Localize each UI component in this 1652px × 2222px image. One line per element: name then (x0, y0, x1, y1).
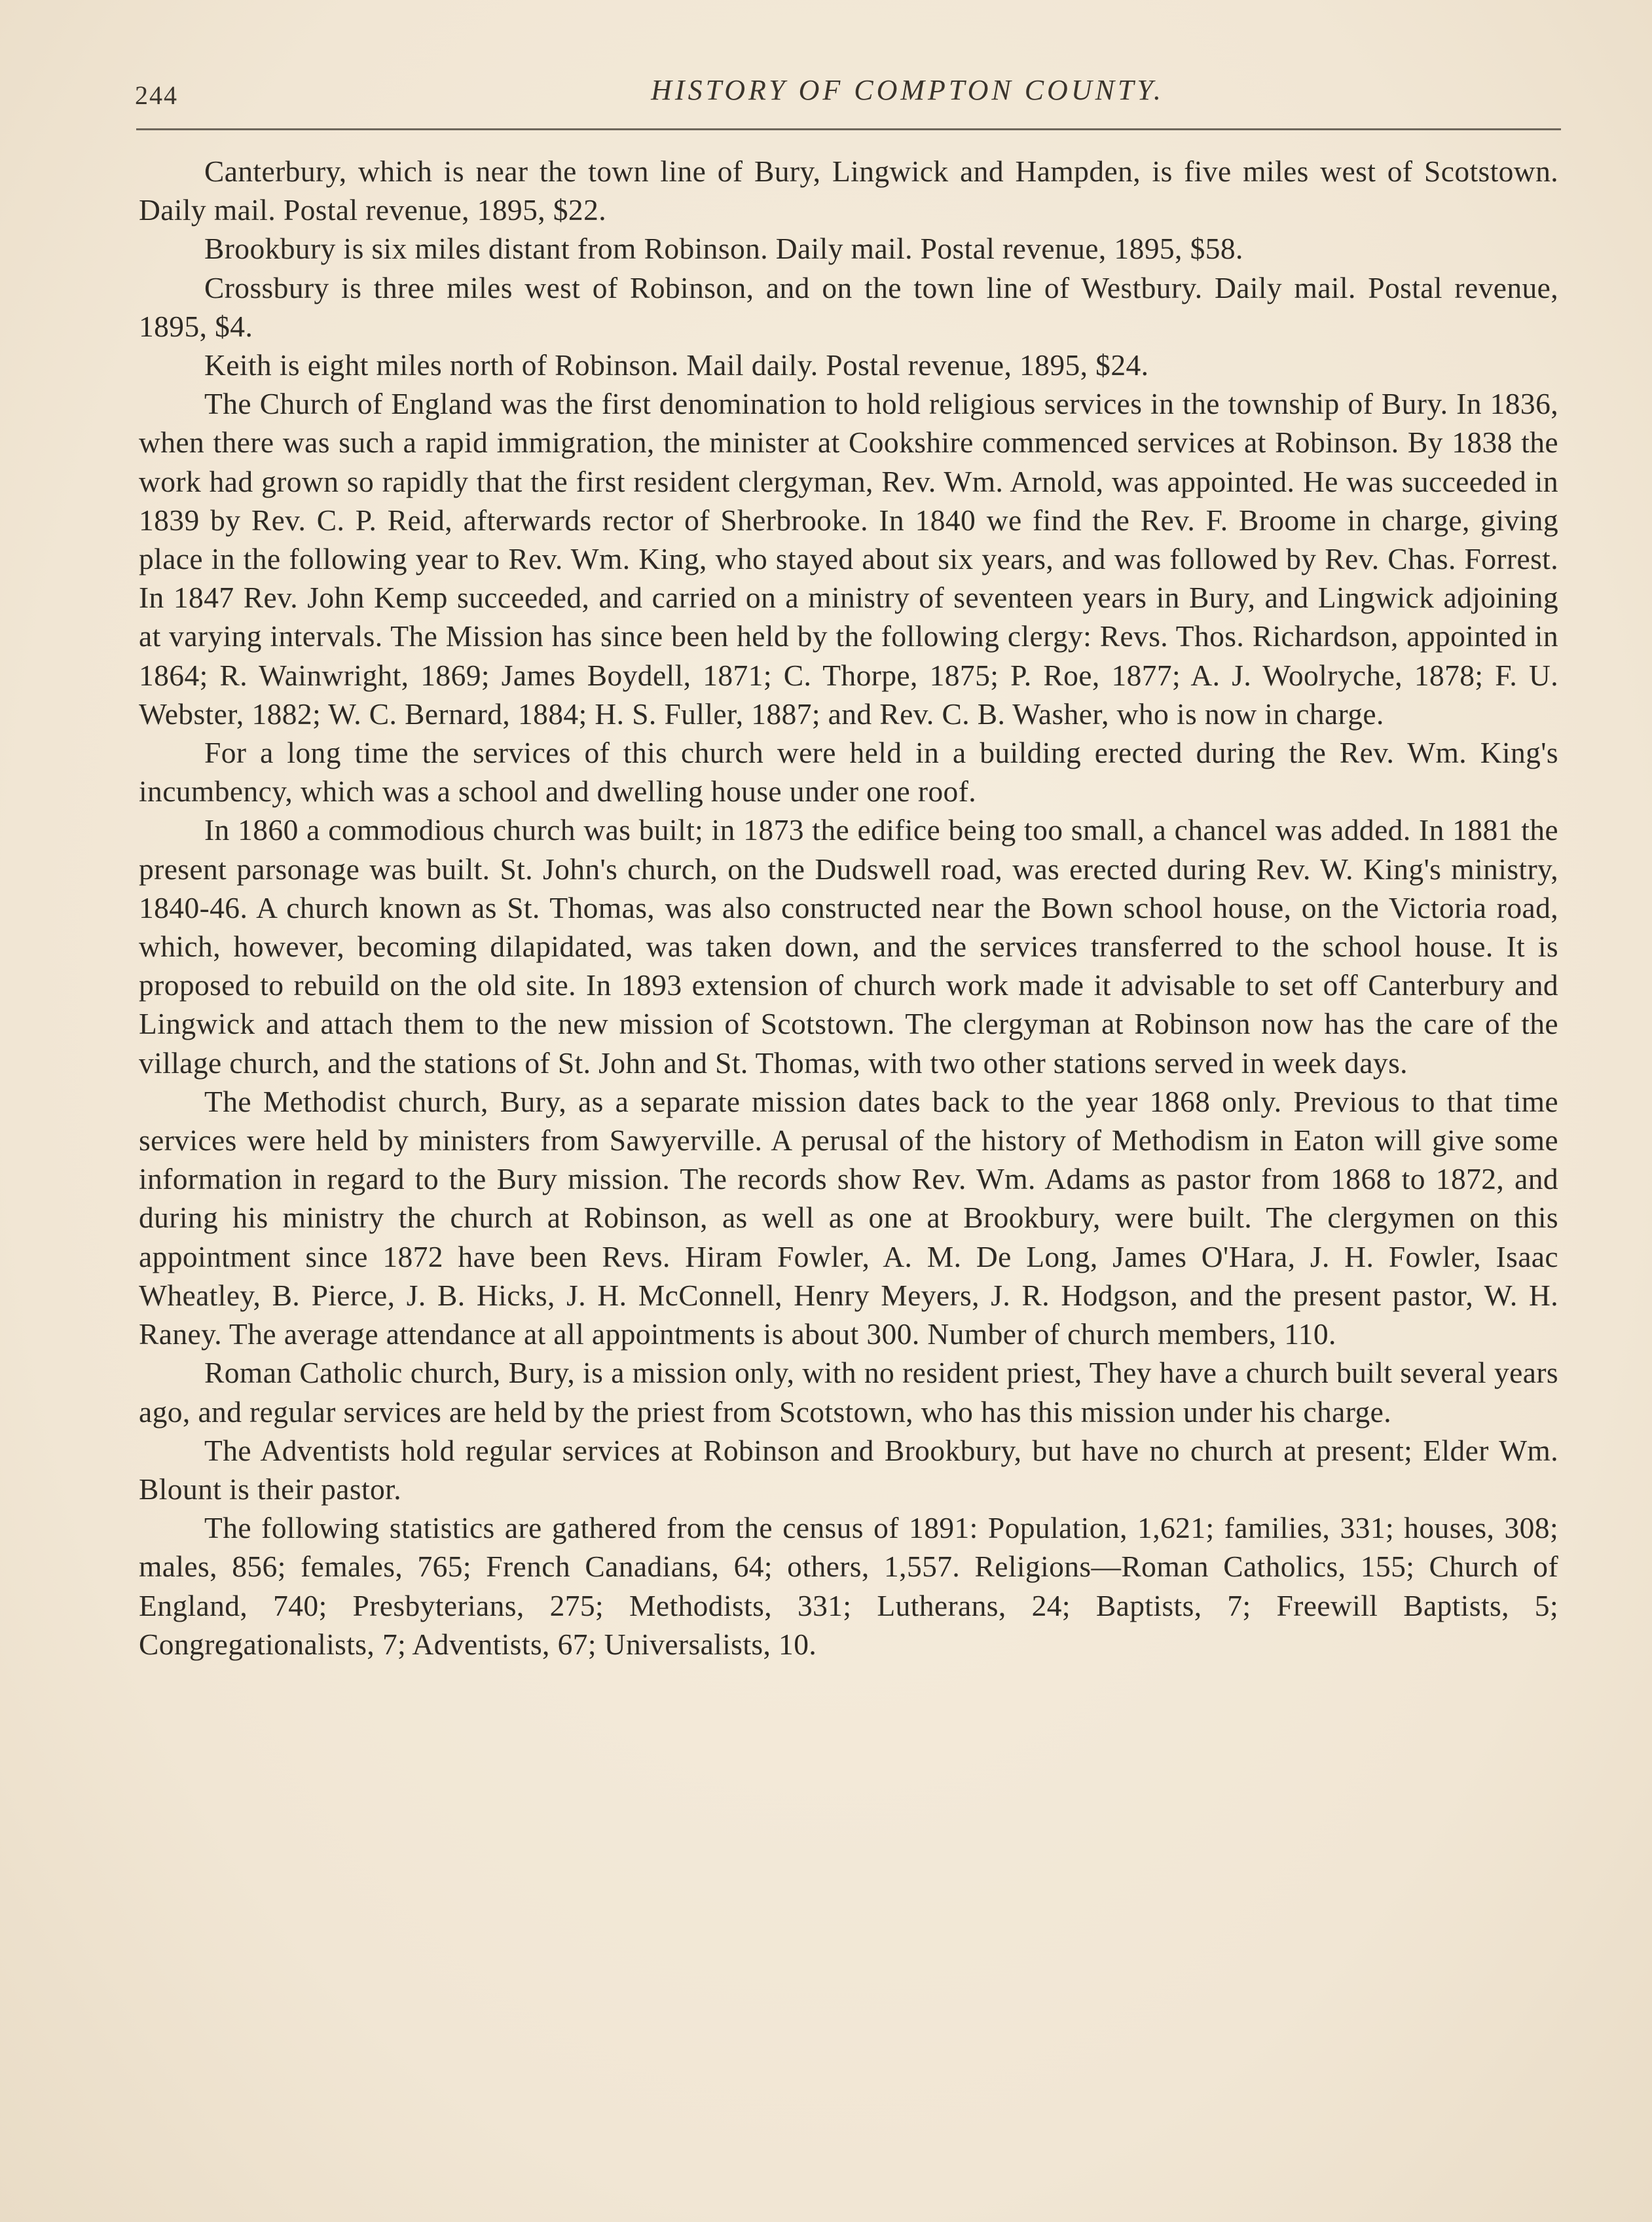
paragraph-keith: Keith is eight miles north of Robinson. Mail daily. Postal revenue, 1895, $24. (204, 348, 1149, 382)
paragraph-adventists: The Adventists hold regular services at Robinson and Brookbury, but have no church at present; Elder Wm. Blount is their pastor. (139, 1433, 1558, 1506)
paragraph-canterbury: Canterbury, which is near the town line of Bury, Lingwick and Hampden, is five miles west of Scotstown. Daily mail. Postal revenue, 1895, $22. (139, 155, 1558, 227)
page-number: 244 (135, 81, 178, 110)
page-header (135, 71, 1562, 117)
body-text (139, 152, 1558, 1664)
paragraph-brookbury: Brookbury is six miles distant from Robinson. Daily mail. Postal revenue, 1895, $58. (204, 232, 1243, 266)
paragraph-census-statistics: The following statistics are gathered from the census of 1891: Population, 1,621; families, 331; houses, 308; males, 856; females, 765; French Canadians, 64; others, 1,557. Religions—Roman Catholics, 155; Church of England, 740; Presbyterians, 275; Methodists, 331; Lutherans, 24; Baptists, 7; Freewill Baptists, 5; Congregationalists, 7; Adventists, 67; Universalists, 10. (139, 1511, 1558, 1661)
paragraph-crossbury: Crossbury is three miles west of Robinson, and on the town line of Westbury. Daily mail. Postal revenue, 1895, $4. (139, 270, 1558, 343)
running-head: HISTORY OF COMPTON COUNTY. (651, 74, 1164, 106)
paragraph-church-of-england: The Church of England was the first denomination to hold religious services in the township of Bury. In 1836, when there was such a rapid immigration, the minister at Cookshire commenced services at Robinson. By 1838 the work had grown so rapidly that the first resident clergyman, Rev. Wm. Arnold, was appointed. He was succeeded in 1839 by Rev. C. P. Reid, afterwards rector of Sherbrooke. In 1840 we find the Rev. F. Broome in charge, giving place in the following year to Rev. Wm. King, who stayed about six years, and was followed by Rev. Chas. Forrest. In 1847 Rev. John Kemp succeeded, and carried on a ministry of seventeen years in Bury, and Lingwick adjoining at varying intervals. The Mission has since been held by the following clergy: Revs. Thos. Richardson, appointed in 1864; R. Wainwright, 1869; James Boydell, 1871; C. Thorpe, 1875; P. Roe, 1877; A. J. Woolryche, 1878; F. U. Webster, 1882; W. C. Bernard, 1884; H. S. Fuller, 1887; and Rev. C. B. Washer, who is now in charge. (139, 387, 1558, 731)
paragraph-roman-catholic-church: Roman Catholic church, Bury, is a mission only, with no resident priest, They have a church built several years ago, and regular services are held by the priest from Scotstown, who has this mission under his charge. (139, 1356, 1558, 1429)
paragraph-church-buildings: In 1860 a commodious church was built; in 1873 the edifice being too small, a chancel was added. In 1881 the present parsonage was built. St. John's church, on the Dudswell road, was erected during Rev. W. King's ministry, 1840-46. A church known as St. Thomas, was also constructed near the Bown school house, on the Victoria road, which, however, becoming dilapidated, was taken down, and the services transferred to the school house. It is proposed to rebuild on the old site. In 1893 extension of church work made it advisable to set off Canterbury and Lingwick and attach them to the new mission of Scotstown. The clergyman at Robinson now has the care of the village church, and the stations of St. John and St. Thomas, with two other stations served in week days. (139, 813, 1558, 1080)
paragraph-methodist-church: The Methodist church, Bury, as a separate mission dates back to the year 1868 only. Previous to that time services were held by ministers from Sawyerville. A perusal of the history of Methodism in Eaton will give some information in regard to the Bury mission. The records show Rev. Wm. Adams as pastor from 1868 to 1872, and during his ministry the church at Robinson, as well as one at Brookbury, were built. The clergymen on this appointment since 1872 have been Revs. Hiram Fowler, A. M. De Long, James O'Hara, J. H. Fowler, Isaac Wheatley, B. Pierce, J. B. Hicks, J. H. McConnell, Henry Meyers, J. R. Hodgson, and the present pastor, W. H. Raney. The average attendance at all appointments is about 300. Number of church members, 110. (139, 1084, 1558, 1351)
paragraph-early-services: For a long time the services of this church were held in a building erected during the Rev. Wm. King's incumbency, which was a school and dwelling house under one roof. (139, 736, 1558, 809)
header-rule (136, 128, 1561, 130)
